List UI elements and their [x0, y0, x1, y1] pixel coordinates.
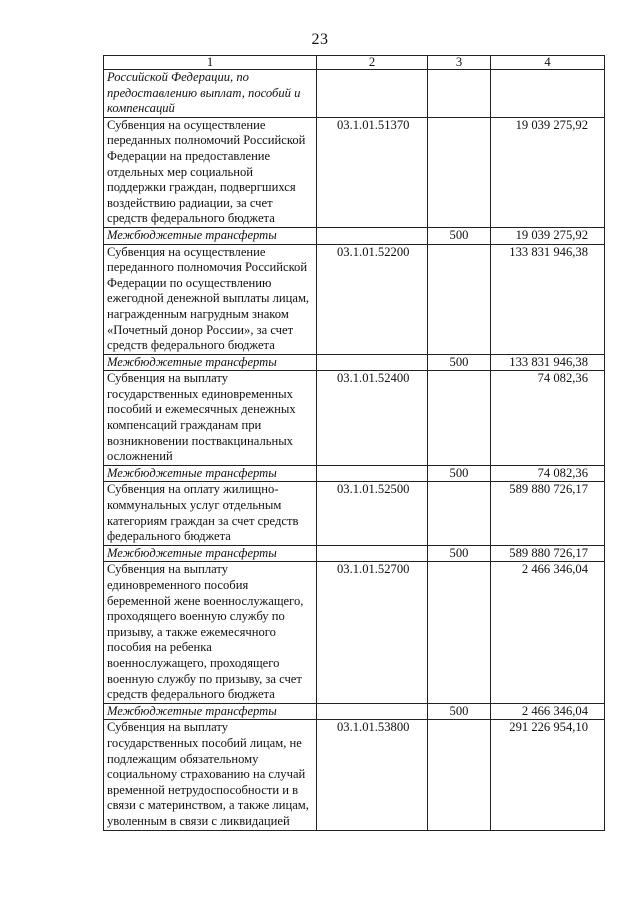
- row-name-cell: Субвенция на осуществление переданных полномочий Российской Федерации на предоставление отдельных мер социальной поддержки граждан, подвергшихся воздействию радиации, за счет средств федерального бюджета: [104, 117, 317, 227]
- row-amount-cell: 19 039 275,92: [491, 117, 605, 227]
- row-code-cell: 03.1.01.52400: [317, 371, 428, 466]
- row-name-cell: Межбюджетные трансферты: [104, 354, 317, 371]
- row-name-cell: Субвенция на осуществление переданного полномочия Российской Федерации по осуществлению ежегодной денежной выплаты лицам, награжденным нагрудным знаком «Почетный донор России», за счет средств федерального бюджета: [104, 244, 317, 354]
- row-type-cell: [428, 244, 491, 354]
- table-row: [104, 720, 605, 830]
- row-code-cell: 03.1.01.52500: [317, 482, 428, 545]
- row-type-cell: [428, 482, 491, 545]
- row-code-cell: 03.1.01.52200: [317, 244, 428, 354]
- row-amount-cell: 589 880 726,17: [491, 545, 605, 562]
- row-code-cell: [317, 70, 428, 118]
- row-type-cell: 500: [428, 545, 491, 562]
- row-code-cell: 03.1.01.53800: [317, 720, 428, 830]
- row-amount-cell: 133 831 946,38: [491, 244, 605, 354]
- row-code-cell: [317, 227, 428, 244]
- row-type-cell: [428, 371, 491, 466]
- row-amount-cell: 19 039 275,92: [491, 227, 605, 244]
- row-type-cell: 500: [428, 703, 491, 720]
- row-amount-cell: 589 880 726,17: [491, 482, 605, 545]
- row-code-cell: [317, 354, 428, 371]
- row-type-cell: 500: [428, 354, 491, 371]
- header-col-2: 2: [317, 56, 428, 70]
- row-amount-cell: 74 082,36: [491, 371, 605, 466]
- table-row: [104, 70, 605, 118]
- row-code-cell: [317, 465, 428, 482]
- table-row: [104, 244, 605, 354]
- row-amount-cell: 291 226 954,10: [491, 720, 605, 830]
- table-row: [104, 482, 605, 545]
- table-header-row: [104, 56, 605, 70]
- row-name-cell: Межбюджетные трансферты: [104, 703, 317, 720]
- page-number: 23: [311, 31, 329, 48]
- header-col-4: 4: [491, 56, 605, 70]
- row-name-cell: Межбюджетные трансферты: [104, 465, 317, 482]
- row-type-cell: [428, 117, 491, 227]
- row-type-cell: [428, 70, 491, 118]
- row-name-cell: Межбюджетные трансферты: [104, 227, 317, 244]
- row-type-cell: 500: [428, 227, 491, 244]
- table-row: [104, 703, 605, 720]
- row-name-cell: Субвенция на выплату единовременного пособия беременной жене военнослужащего, проходящего военную службу по призыву, а также ежемесячного пособия на ребенка военнослужащего, проходящего военную службу по призыву, за счет средств федерального бюджета: [104, 562, 317, 703]
- budget-table: [103, 55, 605, 831]
- table-row: [104, 562, 605, 703]
- table-row: [104, 354, 605, 371]
- table-row: [104, 227, 605, 244]
- table-row: [104, 465, 605, 482]
- row-amount-cell: 2 466 346,04: [491, 562, 605, 703]
- row-name-cell: Субвенция на оплату жилищно-коммунальных услуг отдельным категориям граждан за счет средств федерального бюджета: [104, 482, 317, 545]
- row-amount-cell: 2 466 346,04: [491, 703, 605, 720]
- row-name-cell: Субвенция на выплату государственных единовременных пособий и ежемесячных денежных компенсаций гражданам при возникновении поствакцинальных осложнений: [104, 371, 317, 466]
- table-row: [104, 371, 605, 466]
- row-amount-cell: 133 831 946,38: [491, 354, 605, 371]
- table-row: [104, 545, 605, 562]
- row-name-cell: Субвенция на выплату государственных пособий лицам, не подлежащим обязательному социальному страхованию на случай временной нетрудоспособности и в связи с материнством, а также лицам, уволенным в связи с ликвидацией: [104, 720, 317, 830]
- row-type-cell: 500: [428, 465, 491, 482]
- row-code-cell: 03.1.01.51370: [317, 117, 428, 227]
- row-code-cell: 03.1.01.52700: [317, 562, 428, 703]
- row-amount-cell: 74 082,36: [491, 465, 605, 482]
- table-row: [104, 117, 605, 227]
- header-col-1: 1: [104, 56, 317, 70]
- row-name-cell: Межбюджетные трансферты: [104, 545, 317, 562]
- row-code-cell: [317, 703, 428, 720]
- row-code-cell: [317, 545, 428, 562]
- row-amount-cell: [491, 70, 605, 118]
- row-name-cell: Российской Федерации, по предоставлению выплат, пособий и компенсаций: [104, 70, 317, 118]
- header-col-3: 3: [428, 56, 491, 70]
- row-type-cell: [428, 562, 491, 703]
- row-type-cell: [428, 720, 491, 830]
